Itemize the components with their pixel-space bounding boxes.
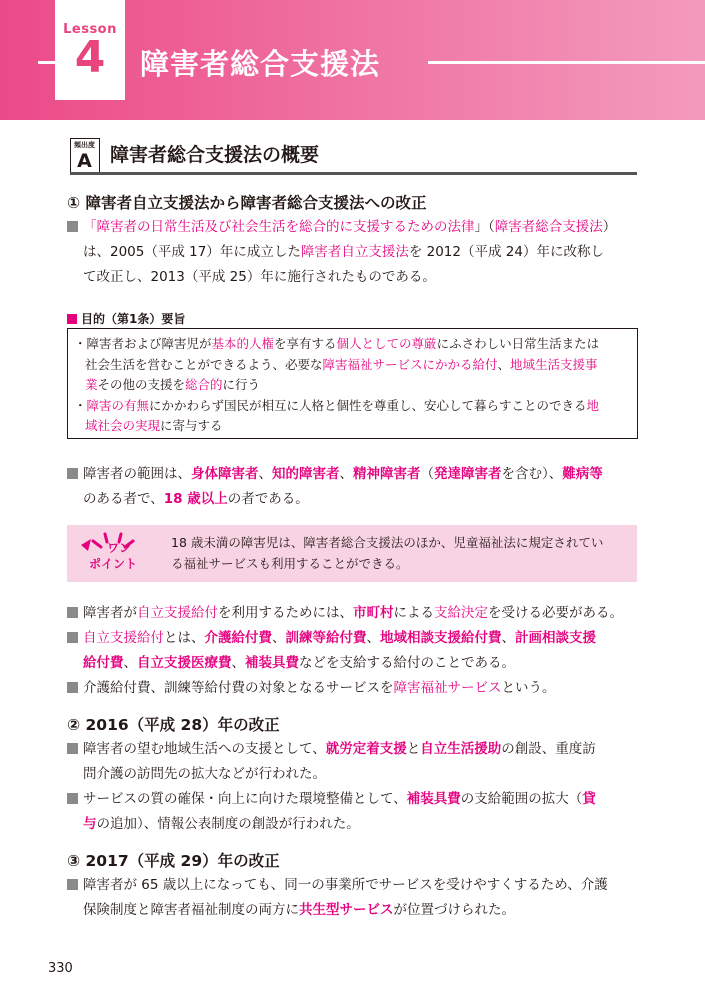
purpose-line: 社会生活を営むことができるよう、必要な障害福祉サービスにかかる給付、地域生活支援事 [85, 356, 598, 372]
square-bullet-icon [67, 221, 78, 232]
square-bullet-icon [67, 879, 78, 890]
text-line: 問介護の訪問先の拡大などが行われた。 [83, 766, 326, 782]
paragraph-scope [67, 462, 639, 512]
lesson-number: 4 [74, 32, 106, 83]
text-line: のある者で、18 歳以上の者である。 [83, 491, 309, 507]
square-bullet-icon [67, 468, 78, 479]
frequency-label: 頻出度 [74, 141, 95, 149]
lesson-tab [55, 0, 125, 100]
text-line: サービスの質の確保・向上に向けた環境整備として、補装具費の支給範囲の拡大（貸 [67, 787, 639, 812]
frequency-badge [70, 138, 100, 174]
text-line: 障害者の範囲は、身体障害者、知的障害者、精神障害者（発達障害者を含む）、難病等 [67, 462, 639, 487]
paragraph-2016 [67, 737, 639, 837]
one-point-note [67, 525, 637, 582]
purpose-line: 業その他の支援を総合的に行う [85, 377, 261, 392]
text-line: 自立支援給付とは、介護給付費、訓練等給付費、地域相談支援給付費、計画相談支援 [67, 626, 639, 651]
lesson-label: Lesson [63, 22, 117, 37]
section-title: 障害者総合支援法の概要 [110, 144, 320, 166]
text-line: 障害者が自立支援給付を利用するためには、市町村による支給決定を受ける必要がある。 [67, 601, 639, 626]
lesson-title: 障害者総合支援法 [140, 47, 381, 81]
text-line: 保険制度と障害者福祉制度の両方に共生型サービスが位置づけられた。 [83, 902, 515, 918]
text-line: 障害者が 65 歳以上になっても、同一の事業所でサービスを受けやすくするため、介護 [67, 873, 639, 898]
page-number: 330 [48, 961, 73, 976]
pink-square-icon [67, 314, 77, 324]
text-line: て改正し、2013（平成 25）年に施行されたものである。 [83, 269, 436, 285]
paragraph-law-name [67, 215, 639, 290]
text-line: は、2005（平成 17）年に成立した障害者自立支援法を 2012（平成 24）年に改称し [83, 244, 604, 260]
subheading-3: ③ 2017（平成 29）年の改正 [67, 852, 280, 870]
square-bullet-icon [67, 632, 78, 643]
purpose-line: ・障害者および障害児が基本的人権を享有する個人としての尊厳にふさわしい日常生活または [74, 336, 600, 351]
one-point-label-1: ワン [107, 541, 132, 555]
text-line: 介護給付費、訓練等給付費の対象となるサービスを障害福祉サービスという。 [67, 676, 639, 701]
purpose-box [67, 328, 638, 439]
paragraph-2017 [67, 873, 639, 923]
subheading-1: ① 障害者自立支援法から障害者総合支援法への改正 [67, 194, 427, 212]
text-line: 与の追加）、情報公表制度の創設が行われた。 [83, 816, 360, 832]
section-rule [70, 172, 637, 175]
square-bullet-icon [67, 607, 78, 618]
paragraph-benefits [67, 601, 639, 701]
purpose-line: ・障害の有無にかかわらず国民が相互に人格と個性を尊重し、安心して暮らすことのできる地 [74, 397, 600, 413]
text-line: 「障害者の日常生活及び社会生活を総合的に支援するための法律」（障害者総合支援法） [67, 215, 639, 240]
square-bullet-icon [67, 793, 78, 804]
purpose-line: 域社会の実現に寄与する [85, 418, 223, 433]
square-bullet-icon [67, 682, 78, 693]
purpose-heading: 目的（第1条）要旨 [67, 310, 185, 328]
subheading-2: ② 2016（平成 28）年の改正 [67, 716, 280, 734]
text-line: 障害者の望む地域生活への支援として、就労定着支援と自立生活援助の創設、重度訪 [67, 737, 639, 762]
title-rule-left [38, 61, 55, 64]
title-rule-right [428, 61, 705, 64]
square-bullet-icon [67, 743, 78, 754]
frequency-grade: A [77, 150, 92, 172]
one-point-text: 18 歳未満の障害児は、障害者総合支援法のほか、児童福祉法に規定されてい る福祉サービスも利用することができる。 [171, 535, 604, 571]
text-line: 給付費、自立支援医療費、補装具費などを支給する給付のことである。 [83, 655, 515, 671]
one-point-label-2: ポイント [89, 557, 138, 571]
